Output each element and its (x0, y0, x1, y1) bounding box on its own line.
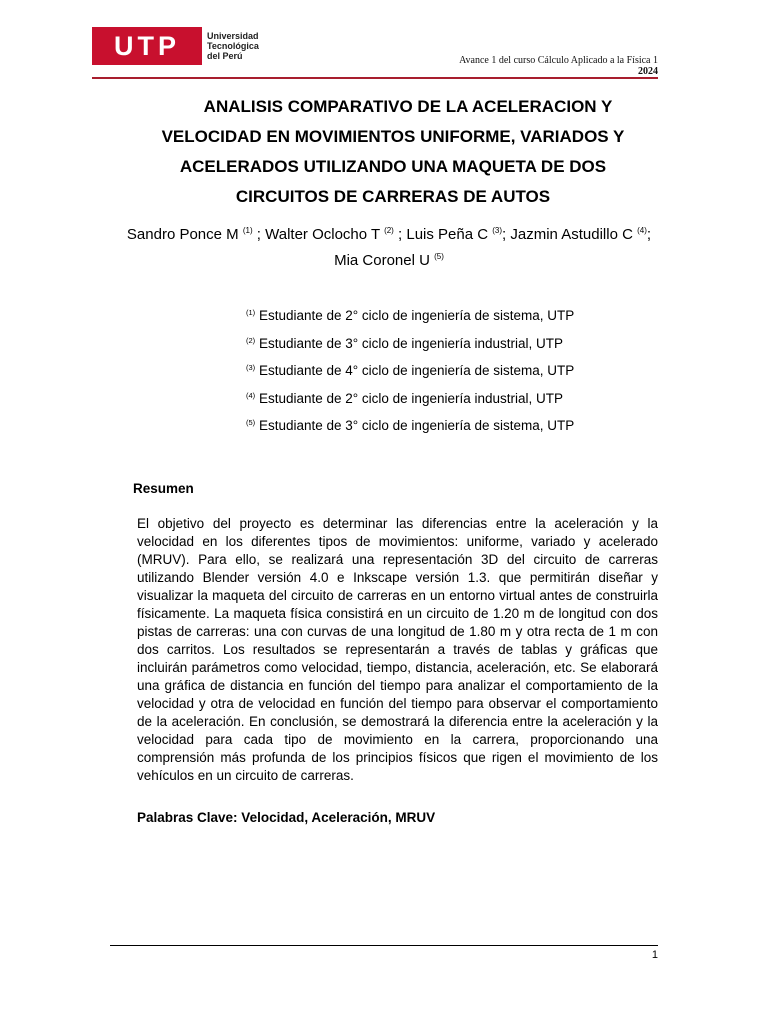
abstract-heading: Resumen (133, 481, 194, 496)
author-separator: ; (252, 226, 266, 243)
logo-line: Tecnológica (207, 41, 259, 51)
logo-wordmark (207, 31, 259, 61)
author-mark: (5) (434, 252, 444, 261)
affiliation-mark: (1) (246, 308, 256, 317)
title-line: ACELERADOS UTILIZANDO UNA MAQUETA DE DOS (179, 157, 607, 176)
header-year: 2024 (638, 66, 658, 77)
author-name: Walter Oclocho T (265, 226, 380, 243)
author-separator: ; (502, 226, 511, 243)
author-mark: (2) (384, 226, 394, 235)
title-line: CIRCUITOS DE CARRERAS DE AUTOS (235, 187, 551, 206)
author-name: Sandro Ponce M (126, 226, 239, 243)
logo-line: Universidad (207, 31, 259, 41)
author-separator: ; (646, 226, 652, 243)
logo-line: del Perú (207, 51, 243, 61)
author-list (104, 222, 674, 274)
header-rule (92, 77, 658, 79)
page-number: 1 (651, 949, 658, 961)
title-line: VELOCIDAD EN MOVIMIENTOS UNIFORME, VARIADOS Y (161, 127, 625, 146)
author-mark: (4) (637, 226, 647, 235)
affiliation-text: Estudiante de 2° ciclo de ingeniería industrial, UTP (258, 390, 564, 406)
affiliation-text: Estudiante de 2° ciclo de ingeniería de sistema, UTP (258, 308, 575, 323)
keywords: Palabras Clave: Velocidad, Aceleración, MRUV (137, 810, 436, 825)
affiliation-item (246, 388, 574, 416)
affiliation-mark: (4) (246, 390, 256, 400)
title-line: ANALISIS COMPARATIVO DE LA ACELERACION Y (203, 97, 613, 116)
logo-letters: UTP (92, 27, 202, 65)
author-mark: (3) (492, 226, 503, 235)
affiliation-text: Estudiante de 4° ciclo de ingeniería de sistema, UTP (258, 363, 575, 378)
author-name: Mia Coronel U (334, 252, 430, 269)
affiliation-mark: (5) (246, 418, 256, 427)
utp-logo (92, 27, 259, 65)
affiliation-item (246, 305, 574, 333)
affiliation-mark: (2) (246, 335, 256, 345)
affiliation-list (246, 305, 574, 443)
running-header (459, 55, 658, 77)
affiliation-item (246, 360, 574, 388)
abstract-body: El objetivo del proyecto es determinar las diferencias entre la aceleración y la velocidad en los diferentes tipos de movimientos: uniforme, variado y acelerado (MRUV). Para ello, se realizará una representación 3D del circuito de carreras utilizando Blender versión 4.0 e Inkscape versión 1.3. que permitirán diseñar y visualizar la maqueta del circuito de carreras en un entorno virtual antes de construirla físicamente. La maqueta física consistirá en un circuito de 1.20 m de longitud con dos pistas de carreras: una con curvas de una longitud de 1.80 m y otra recta de 1 m con dos carritos. Los resultados se representarán a través de tablas y gráficas que incluirán parámetros como velocidad, tiempo, distancia, aceleración, etc. Se elaborará una gráfica de distancia en función del tiempo para analizar el comportamiento de la velocidad y otra de velocidad en función del tiempo para observar el comportamiento de la aceleración. En conclusión, se demostrará la diferencia entre la aceleración y la velocidad para cada tipo de movimiento en la carrera, proporcionando una comprensión más profunda de los principios físicos que rigen el movimiento de los vehículos en un circuito de carreras. (137, 516, 658, 783)
author-separator: ; (393, 226, 407, 243)
footer-rule (110, 945, 658, 946)
affiliation-text: Estudiante de 3° ciclo de ingeniería industrial, UTP (258, 335, 564, 351)
course-name: Avance 1 del curso Cálculo Aplicado a la Física 1 (459, 55, 658, 66)
affiliation-item (246, 415, 574, 443)
author-name: Jazmin Astudillo C (510, 226, 633, 243)
paper-title (110, 92, 676, 212)
author-mark: (1) (242, 226, 253, 235)
author-name: Luis Peña C (406, 226, 489, 243)
affiliation-item (246, 333, 574, 361)
affiliation-text: Estudiante de 3° ciclo de ingeniería de sistema, UTP (258, 418, 575, 433)
affiliation-mark: (3) (246, 363, 256, 372)
